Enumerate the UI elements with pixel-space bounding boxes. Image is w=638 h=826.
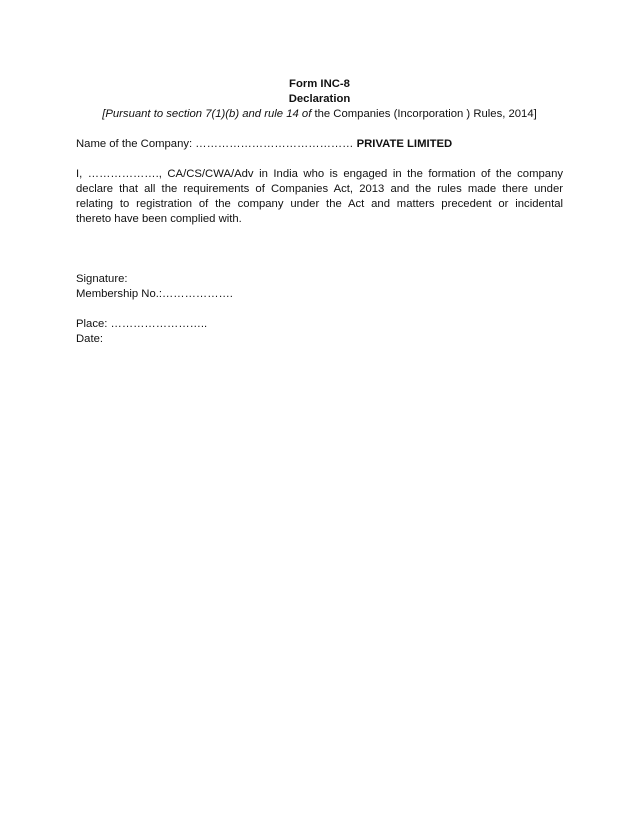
declaration-line: declare that all the requirements of Companies Act, 2013 and the rules made there under (76, 183, 563, 195)
signature-block (76, 272, 563, 302)
membership-number-label: Membership No.:………………. (76, 288, 233, 300)
form-heading: Declaration (288, 93, 351, 105)
pursuant-note (68, 107, 571, 122)
declaration-paragraph (76, 167, 563, 227)
date-label: Date: (76, 333, 104, 345)
pursuant-regular: the Companies (Incorporation ) Rules, 2014] (311, 108, 537, 120)
document-page (76, 77, 563, 347)
declaration-line: I, ………………., CA/CS/CWA/Adv in India who is engaged in the formation of the company (76, 168, 563, 180)
company-name-line (76, 137, 563, 152)
company-name-label: Name of the Company: …………………………………… (76, 138, 354, 150)
declaration-line: thereto have been complied with. (76, 213, 242, 225)
company-suffix: PRIVATE LIMITED (353, 138, 453, 150)
declaration-line: relating to registration of the company under the Act and matters precedent or incidental (76, 198, 563, 210)
form-title: Form INC-8 (289, 78, 350, 90)
place-date-block (76, 317, 563, 347)
signature-label: Signature: (76, 273, 128, 285)
pursuant-italic: [Pursuant to section 7(1)(b) and rule 14 of (102, 108, 312, 120)
place-label: Place: …………………….. (76, 318, 208, 330)
